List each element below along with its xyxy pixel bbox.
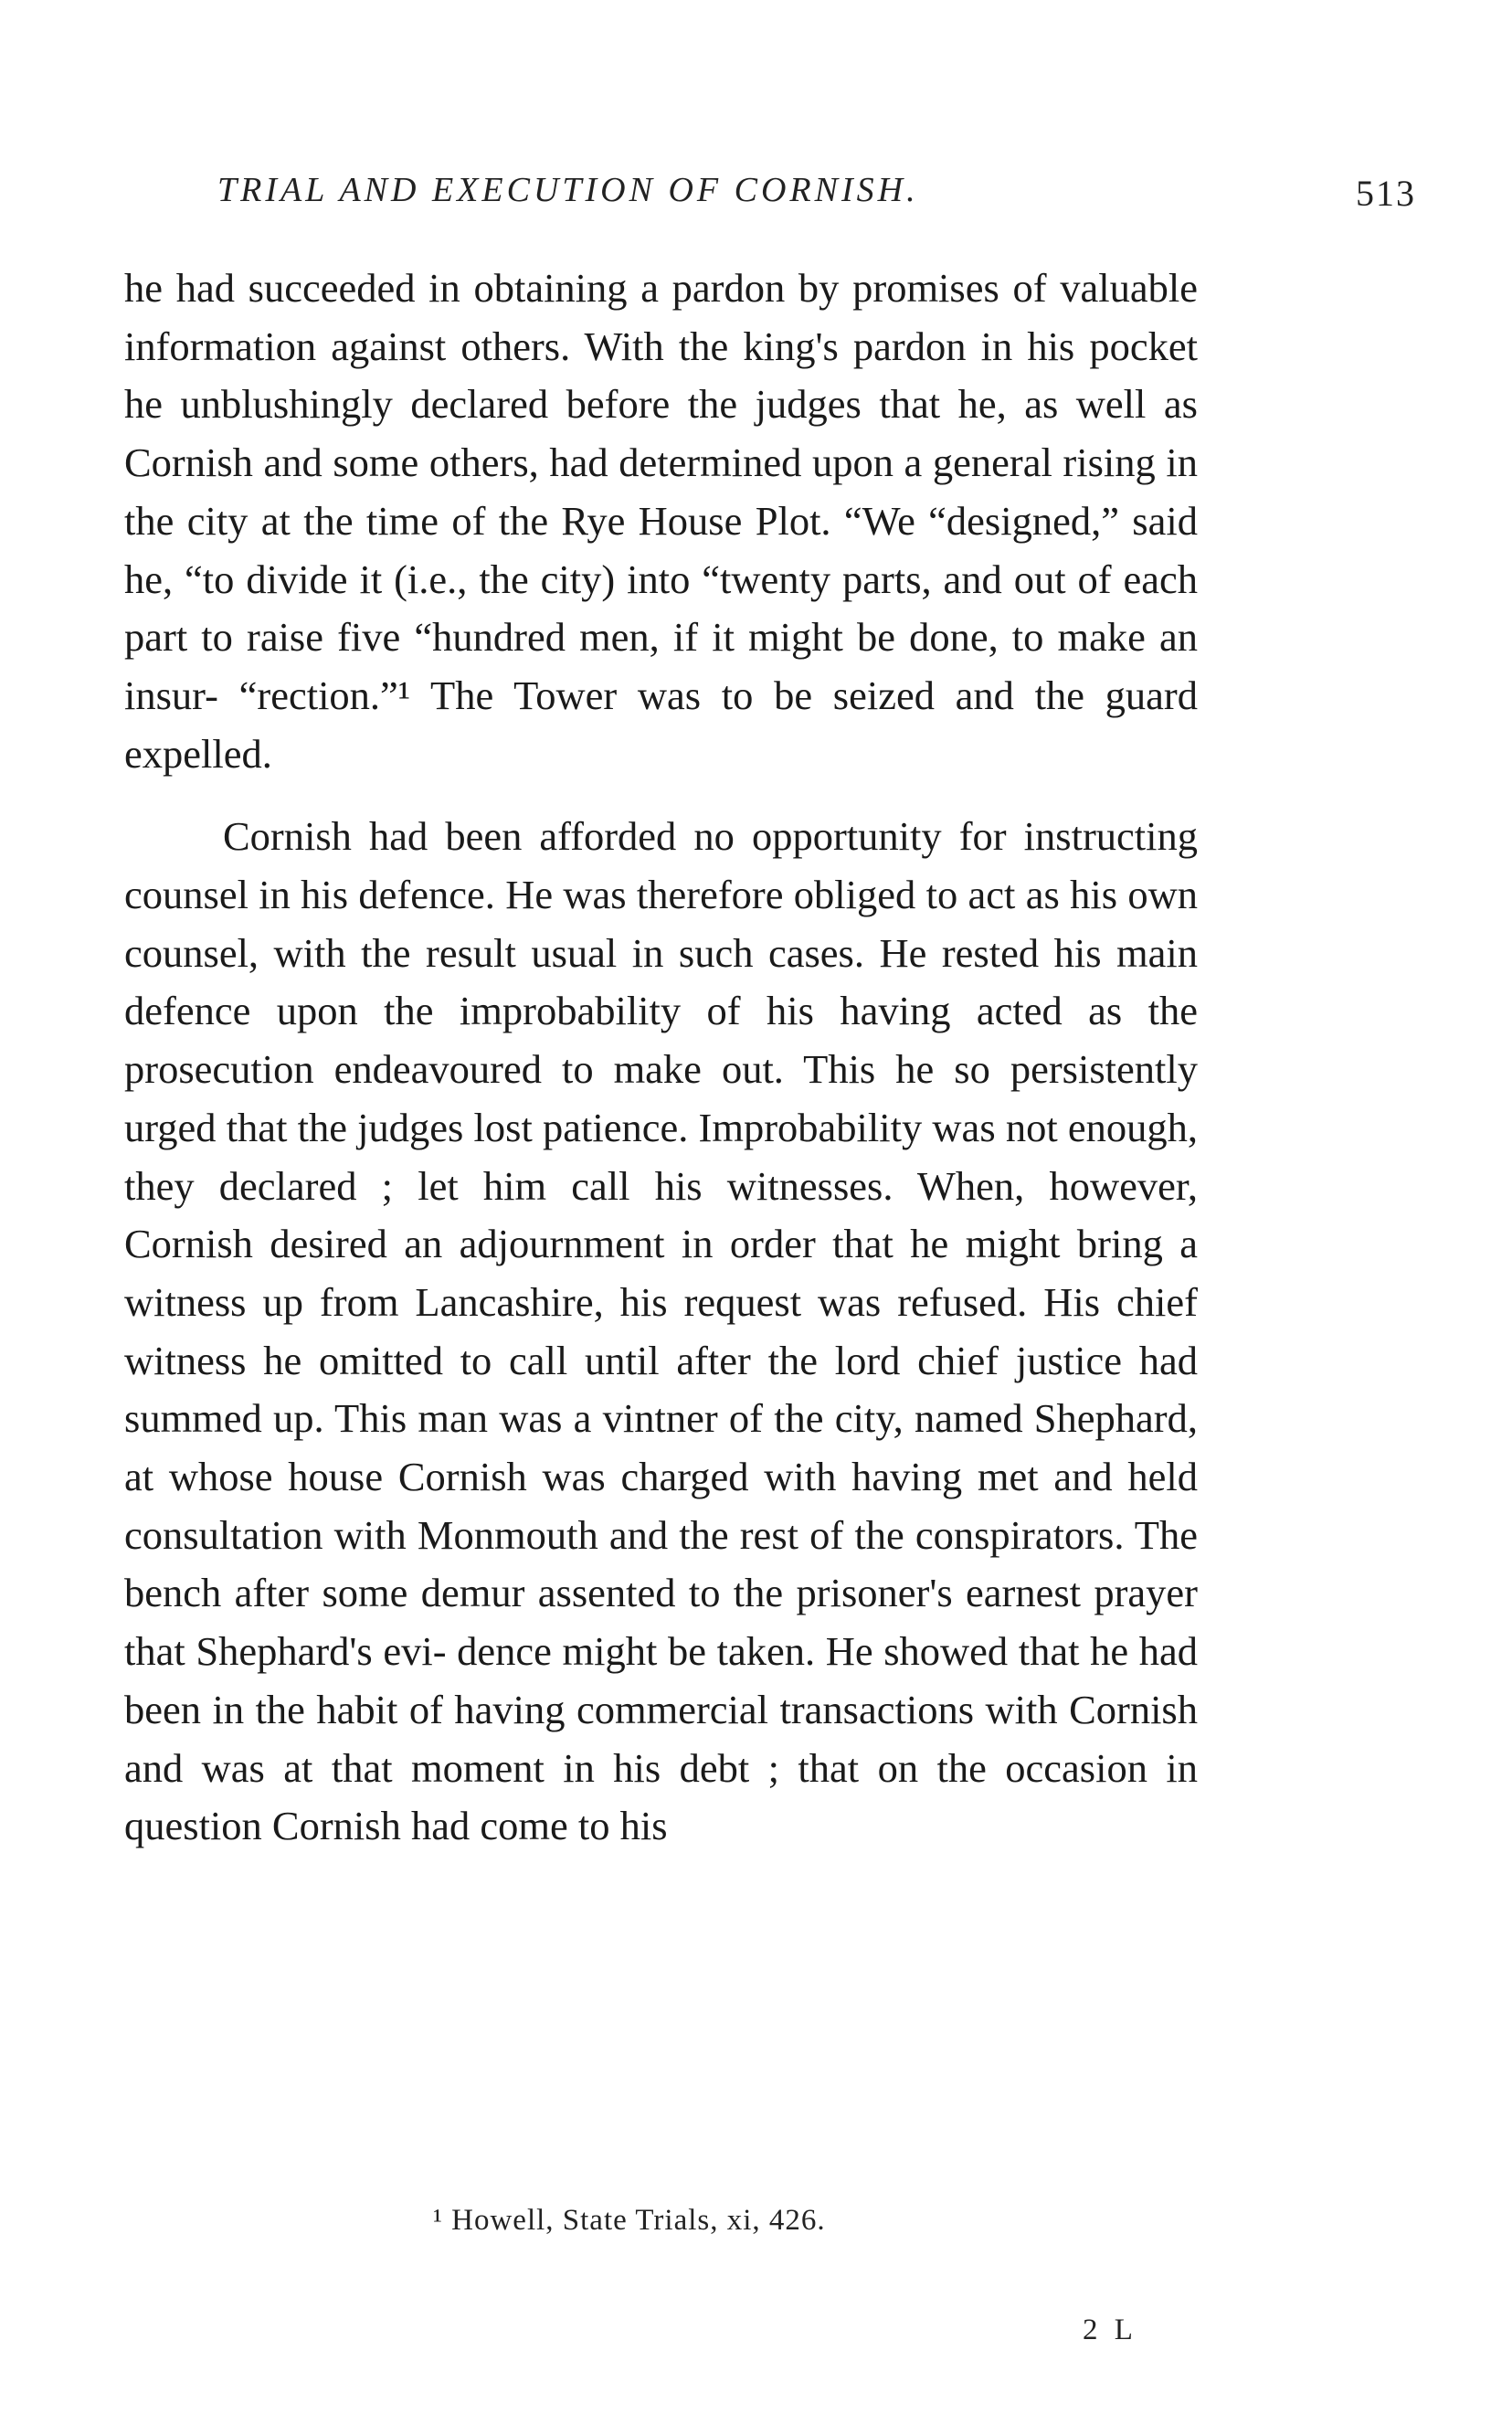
running-title: TRIAL AND EXECUTION OF CORNISH. bbox=[217, 171, 919, 209]
paragraph: Cornish had been afforded no opportunity for instructing counsel in his defence. He was therefore obliged to act as his own counsel, with the result usual in such cases. He rested his main defence upon the improbability of his having acted as the prosecution endeavoured to make out. This he so persistently urged that the judges lost patience. Improbability was not enough, they declared ; let him call his witnesses. When, however, Cornish desired an adjournment in order that he might bring a witness up from Lancashire, his request was refused. His chief witness he omitted to call until after the lord chief justice had summed up. This man was a vintner of the city, named Shephard, at whose house Cornish was charged with having met and held consultation with Monmouth and the rest of the conspirators. The bench after some demur assented to the prisoner's earnest prayer that Shephard's evi- dence might be taken. He showed that he had been in the habit of having commercial transactions with Cornish and was at that moment in his debt ; that on the occasion in question Cornish had come to his bbox=[124, 813, 1198, 1849]
footnote: ¹ Howell, State Trials, xi, 426. bbox=[433, 2204, 826, 2237]
page-number: 513 bbox=[1356, 173, 1416, 214]
body-text bbox=[124, 259, 1198, 1856]
signature-mark: 2 L bbox=[1083, 2313, 1137, 2346]
paragraph: he had succeeded in obtaining a pardon by promises of valuable information against others. With the king's pardon in his pocket he unblushingly declared before the judges that he, as well as Cornish and some others, had determined upon a general rising in the city at the time of the Rye House Plot. “We “designed,” said he, “to divide it (i.e., the city) into “twenty parts, and out of each part to raise five “hundred men, if it might be done, to make an insur- “rection.”¹ The Tower was to be seized and the guard expelled. bbox=[124, 265, 1198, 777]
